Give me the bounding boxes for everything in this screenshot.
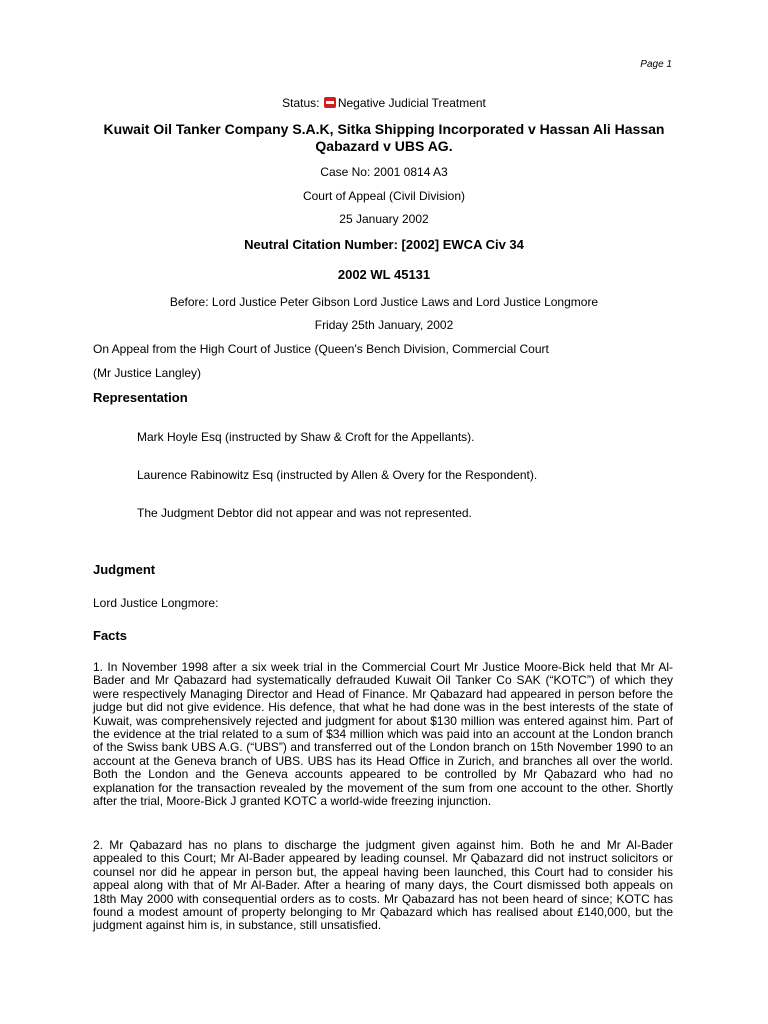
judgment-date: 25 January 2002 (339, 212, 429, 226)
status-line (0, 96, 768, 110)
status-text: Negative Judicial Treatment (337, 96, 486, 110)
facts-paragraph-1: 1. In November 1998 after a six week trial in the Commercial Court Mr Justice Moore-Bick held that Mr Al-Bader and Mr Qabazard had systematically defrauded Kuwait Oil Tanker Co SAK (“KOTC”) of which they were respectively Managing Director and Head of Finance. Mr Qabazard had appeared in person before the judge but did not give evidence. His defence, that what he had done was in the best interests of the state of Kuwait, was comprehensively rejected and judgment for about $130 million was entered against him. Part of the evidence at the trial related to a sum of $34 million which was paid into an account at the London branch of the Swiss bank UBS A.G. (“UBS”) and transferred out of the London branch on 15th November 1990 to an account at the Geneva branch of UBS. UBS has its Head Office in Zurich, and branches all over the world. Both the London and the Geneva accounts appeared to be controlled by Mr Qabazard who had no explanation for the transaction revealed by the movement of the sum from one account to the other. Shortly after the trial, Moore-Bick J granted KOTC a world-wide freezing injunction. (93, 660, 673, 809)
court-name: Court of Appeal (Civil Division) (302, 189, 466, 203)
representation-heading: Representation (93, 390, 188, 405)
case-title: Kuwait Oil Tanker Company S.A.K, Sitka Shipping Incorporated v Hassan Ali Hassan Qabazard v UBS AG. (103, 121, 665, 154)
appeal-from: On Appeal from the High Court of Justice (Queen's Bench Division, Commercial Court (93, 342, 549, 356)
facts-heading: Facts (93, 628, 127, 643)
facts-paragraph-2: 2. Mr Qabazard has no plans to discharge the judgment given against him. Both he and Mr Al-Bader appealed to this Court; Mr Al-Bader appeared by leading counsel. Mr Qabazard did not instruct solicitors or counsel nor did he appear in person but, the appeal having been launched, this Court had to consider his appeal along with that of Mr Al-Bader. After a hearing of many days, the Court dismissed both appeals on 18th May 2000 with consequential orders as to costs. Mr Qabazard has not been heard of since; KOTC has found a modest amount of property belonging to Mr Qabazard which has realised about £140,000, but the judgment against him is, in substance, still unsatisfied. (93, 838, 673, 933)
judgment-heading: Judgment (93, 562, 156, 577)
neutral-citation: Neutral Citation Number: [2002] EWCA Civ 34 (244, 237, 524, 252)
counsel-respondent: Laurence Rabinowitz Esq (instructed by Allen & Overy for the Respondent). (137, 468, 538, 482)
case-number: Case No: 2001 0814 A3 (320, 165, 448, 179)
wl-citation: 2002 WL 45131 (337, 267, 431, 282)
judgment-judge: Lord Justice Longmore: (93, 596, 219, 610)
judge-below: (Mr Justice Langley) (93, 366, 202, 380)
page-number: Page 1 (640, 59, 672, 70)
judgment-debtor-note: The Judgment Debtor did not appear and was not represented. (137, 506, 472, 520)
status-label: Status: (282, 96, 320, 110)
hearing-date: Friday 25th January, 2002 (314, 318, 454, 332)
negative-treatment-icon (324, 97, 336, 108)
counsel-appellants: Mark Hoyle Esq (instructed by Shaw & Croft for the Appellants). (137, 430, 475, 444)
bench: Before: Lord Justice Peter Gibson Lord Justice Laws and Lord Justice Longmore (169, 295, 599, 309)
